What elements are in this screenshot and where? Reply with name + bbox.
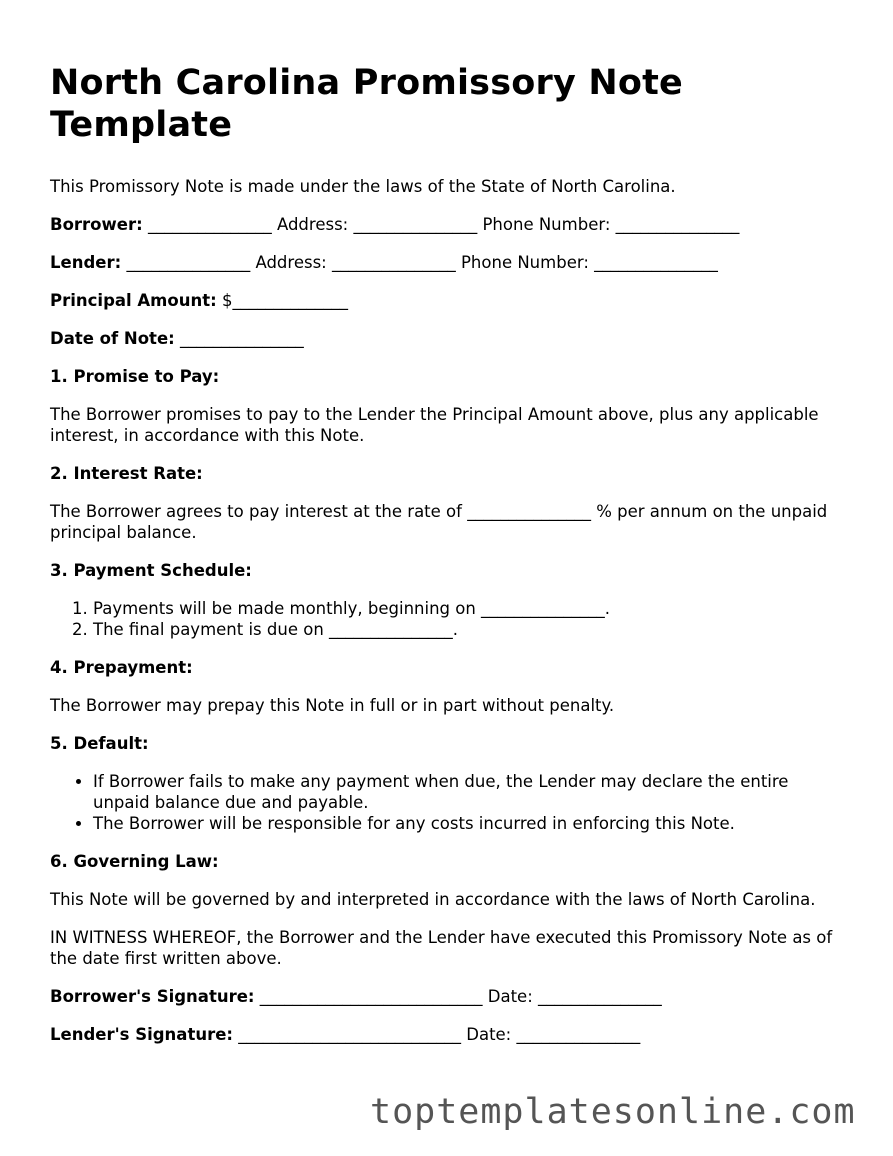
intro-text: This Promissory Note is made under the laws of the State of North Carolina. xyxy=(50,177,676,196)
lender-address-blank[interactable]: _______________ xyxy=(331,253,456,272)
governing-law-text: This Note will be governed by and interpreted in accordance with the laws of North Carolina. xyxy=(50,890,816,909)
governing-law-heading: 6. Governing Law: xyxy=(50,852,219,871)
borrower-date-blank[interactable]: _______________ xyxy=(538,987,662,1006)
borrower-label: Borrower: xyxy=(50,215,143,234)
list-item: • The Borrower will be responsible for any costs incurred in enforcing this Note. xyxy=(93,813,850,834)
interest-text-start: The Borrower agrees to pay interest at the rate of xyxy=(50,502,462,521)
borrower-phone-blank[interactable]: _______________ xyxy=(615,215,740,234)
interest-text xyxy=(50,501,850,543)
interest-heading: 2. Interest Rate: xyxy=(50,464,203,483)
borrower-name-blank[interactable]: _______________ xyxy=(147,215,272,234)
borrower-phone-label: Phone Number: xyxy=(482,215,611,234)
schedule-item-2-text: The final payment is due on xyxy=(93,620,324,639)
default-heading: 5. Default: xyxy=(50,734,149,753)
lender-address-label: Address: xyxy=(255,253,327,272)
final-payment-blank[interactable]: _______________ xyxy=(329,620,453,639)
witness-text: IN WITNESS WHEREOF, the Borrower and the Lender have executed this Promissory Note as of the date first written above. xyxy=(50,928,833,968)
lender-line xyxy=(50,252,850,273)
lender-date-label: Date: xyxy=(466,1025,512,1044)
prepayment-text: The Borrower may prepay this Note in full or in part without penalty. xyxy=(50,696,615,715)
document-page xyxy=(50,62,850,1062)
schedule-item-1-text: Payments will be made monthly, beginning on xyxy=(93,599,476,618)
schedule-heading: 3. Payment Schedule: xyxy=(50,561,252,580)
interest-rate-blank[interactable]: _______________ xyxy=(467,502,591,521)
promise-heading: 1. Promise to Pay: xyxy=(50,367,220,386)
date-of-note-blank[interactable]: _______________ xyxy=(179,329,304,348)
prepayment-heading: 4. Prepayment: xyxy=(50,658,193,677)
default-list xyxy=(50,771,850,834)
first-payment-blank[interactable]: _______________ xyxy=(481,599,605,618)
watermark: toptemplatesonline.com xyxy=(370,1092,856,1132)
borrower-address-label: Address: xyxy=(276,215,349,234)
lender-signature-label: Lender's Signature: xyxy=(50,1025,233,1044)
promise-text: The Borrower promises to pay to the Lender the Principal Amount above, plus any applicable interest, in accordance with this Note. xyxy=(50,405,819,445)
list-item: 2. The final payment is due on _______________. xyxy=(93,619,850,640)
borrower-line xyxy=(50,214,850,235)
lender-date-blank[interactable]: _______________ xyxy=(516,1025,641,1044)
interest-text-end: % per annum on the unpaid principal balance. xyxy=(50,502,828,542)
lender-phone-blank[interactable]: _______________ xyxy=(594,253,718,272)
borrower-address-blank[interactable]: _______________ xyxy=(353,215,478,234)
borrower-signature-line xyxy=(50,986,850,1007)
borrower-signature-blank[interactable]: ___________________________ xyxy=(259,987,483,1006)
borrower-signature-label: Borrower's Signature: xyxy=(50,987,255,1006)
lender-signature-line xyxy=(50,1024,850,1045)
principal-blank[interactable]: $______________ xyxy=(221,291,348,310)
principal-line xyxy=(50,290,850,311)
date-of-note-label: Date of Note: xyxy=(50,329,175,348)
lender-phone-label: Phone Number: xyxy=(460,253,589,272)
lender-signature-blank[interactable]: ___________________________ xyxy=(238,1025,461,1044)
date-of-note-line xyxy=(50,328,850,349)
list-item: 1. Payments will be made monthly, beginning on _______________. xyxy=(93,598,850,619)
lender-name-blank[interactable]: _______________ xyxy=(126,253,251,272)
borrower-date-label: Date: xyxy=(487,987,533,1006)
principal-label: Principal Amount: xyxy=(50,291,217,310)
list-item: • If Borrower fails to make any payment when due, the Lender may declare the entire unpaid balance due and payable. xyxy=(93,771,850,813)
lender-label: Lender: xyxy=(50,253,122,272)
schedule-list xyxy=(50,598,850,640)
document-title: North Carolina Promissory Note Template xyxy=(50,63,683,145)
